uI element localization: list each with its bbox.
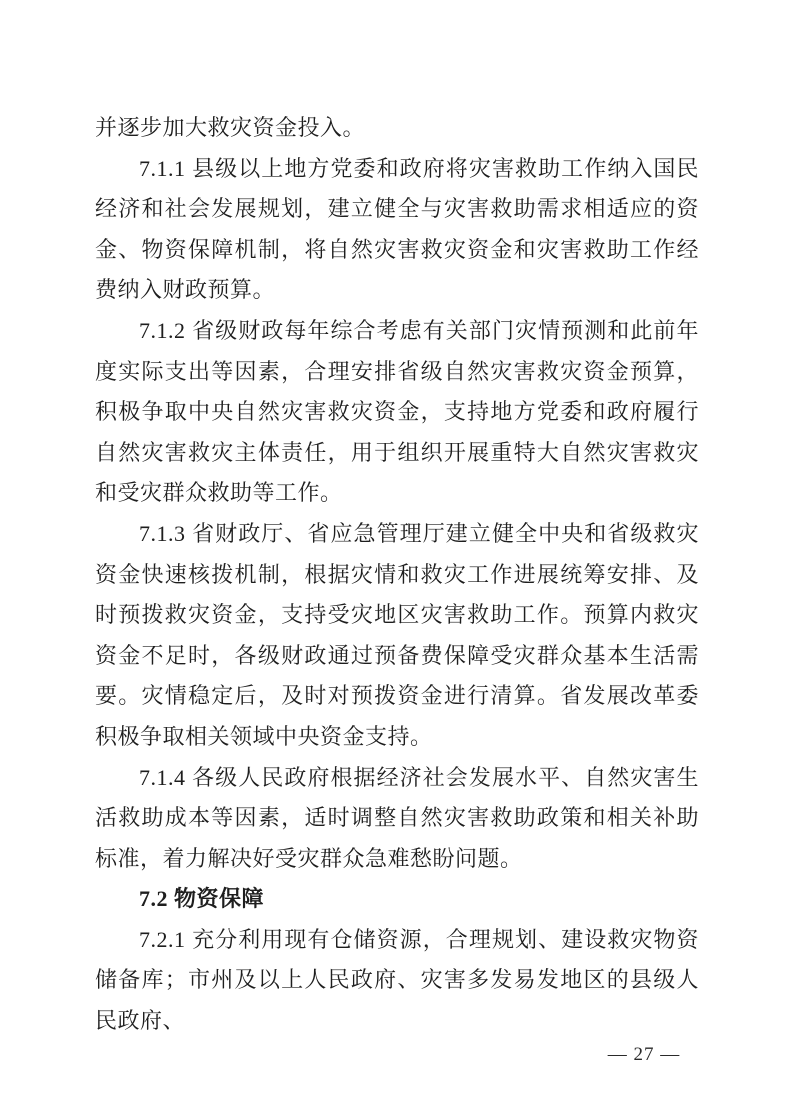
paragraph-7-1-1: 7.1.1 县级以上地方党委和政府将灾害救助工作纳入国民经济和社会发展规划，建立健全与灾害救助需求相适应的资金、物资保障机制，将自然灾害救灾资金和灾害救助工作经费纳入财政预算。 bbox=[95, 155, 699, 303]
section-heading-7-2: 7.2 物资保障 bbox=[139, 886, 265, 912]
page-number: — 27 — bbox=[607, 1044, 681, 1065]
paragraph-continuation: 并逐步加大救灾资金投入。 bbox=[95, 115, 366, 140]
document-body bbox=[95, 108, 699, 1042]
paragraph-7-1-3: 7.1.3 省财政厅、省应急管理厅建立健全中央和省级救灾资金快速核拨机制，根据灾情和救灾工作进展统筹安排、及时预拨救灾资金，支持受灾地区灾害救助工作。预算内救灾资金不足时，各级财政通过预备费保障受灾群众基本生活需要。灾情稳定后，及时对预拨资金进行清算。省发展改革委积极争取相关领域中央资金支持。 bbox=[95, 520, 699, 749]
paragraph-7-2-1: 7.2.1 充分利用现有仓储资源，合理规划、建设救灾物资储备库；市州及以上人民政府、灾害多发易发地区的县级人民政府、 bbox=[95, 926, 699, 1034]
paragraph-7-1-2: 7.1.2 省级财政每年综合考虑有关部门灾情预测和此前年度实际支出等因素，合理安排省级自然灾害救灾资金预算，积极争取中央自然灾害救灾资金，支持地方党委和政府履行自然灾害救灾主体责任，用于组织开展重特大自然灾害救灾和受灾群众救助等工作。 bbox=[95, 317, 699, 506]
paragraph-7-1-4: 7.1.4 各级人民政府根据经济社会发展水平、自然灾害生活救助成本等因素，适时调整自然灾害救助政策和相关补助标准，着力解决好受灾群众急难愁盼问题。 bbox=[95, 764, 699, 871]
